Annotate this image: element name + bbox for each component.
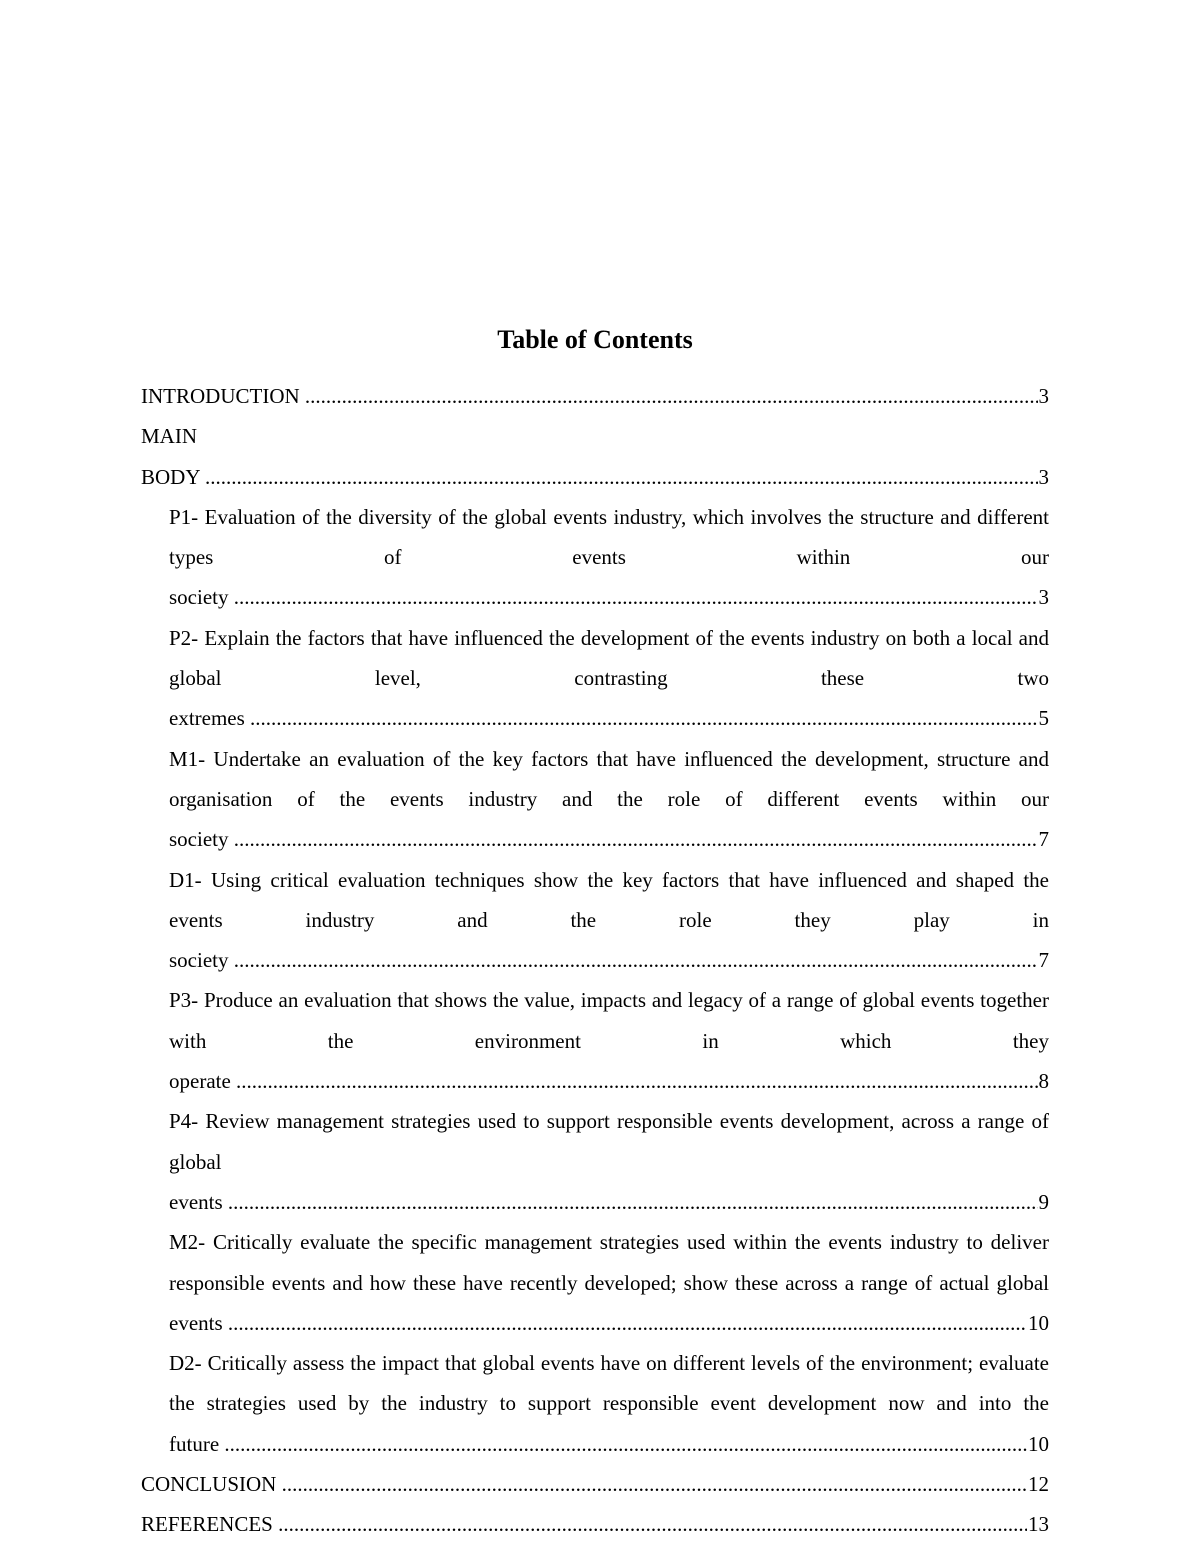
toc-page-number: 13 [1027, 1504, 1049, 1544]
toc-entry[interactable] [141, 980, 1049, 1101]
toc-entry-text: P4- Review management strategies used to support responsible events development, across a range of global events ..... [169, 1109, 1049, 1214]
toc-page-number: 9 [1038, 1182, 1050, 1222]
toc-list [141, 376, 1049, 1545]
toc-page-number: 8 [1038, 1061, 1050, 1101]
toc-entry[interactable] [141, 1464, 1049, 1504]
toc-page-number: 3 [1038, 457, 1050, 497]
toc-entry-text: P3- Produce an evaluation that shows the value, impacts and legacy of a range of global events together with the environment in which they operate ..... [169, 988, 1049, 1093]
toc-page-number: 10 [1027, 1303, 1049, 1343]
toc-entry[interactable] [141, 860, 1049, 981]
toc-page-number: 10 [1027, 1424, 1049, 1464]
toc-entry-text: P2- Explain the factors that have influenced the development of the events industry on both a local and global level, contrasting these two extremes ..... [169, 626, 1049, 731]
toc-page-number: 12 [1027, 1464, 1049, 1504]
toc-entry-text: D2- Critically assess the impact that global events have on different levels of the environment; evaluate the strategies used by the industry to support responsible event development now and into the future ..... [169, 1351, 1049, 1456]
toc-entry[interactable] [141, 1101, 1049, 1222]
toc-page-number: 3 [1038, 577, 1050, 617]
toc-entry-text: M1- Undertake an evaluation of the key factors that have influenced the development, structure and organisation of the events industry and the role of different events within our society ..... [169, 747, 1049, 852]
toc-entry-text: REFERENCES ..... [141, 1512, 1049, 1536]
toc-entry-text: D1- Using critical evaluation techniques show the key factors that have influenced and shaped the events industry and the role they play in society ..... [169, 868, 1049, 973]
toc-entry-text: M2- Critically evaluate the specific management strategies used within the events industry to deliver responsible events and how these have recently developed; show these across a range of actual global events ..... [169, 1230, 1049, 1335]
toc-entry-text: MAIN BODY ..... [141, 424, 1049, 488]
toc-entry[interactable] [141, 1504, 1049, 1544]
toc-page-number: 7 [1038, 819, 1050, 859]
toc-page-number: 7 [1038, 940, 1050, 980]
toc-entry[interactable] [141, 618, 1049, 739]
toc-entry-text: INTRODUCTION ..... [141, 384, 1049, 408]
toc-page-number: 5 [1038, 698, 1050, 738]
toc-page-number: 3 [1038, 376, 1050, 416]
toc-title: Table of Contents [497, 325, 693, 354]
toc-entry[interactable] [141, 1222, 1049, 1343]
toc-entry[interactable] [141, 497, 1049, 618]
toc-entry[interactable] [141, 1343, 1049, 1464]
toc-entry[interactable] [141, 376, 1049, 416]
toc-entry[interactable] [141, 416, 1049, 497]
toc-entry-text: CONCLUSION ..... [141, 1472, 1049, 1496]
toc-entry-text: P1- Evaluation of the diversity of the global events industry, which involves the structure and different types of events within our society ..... [169, 505, 1049, 610]
toc-entry[interactable] [141, 739, 1049, 860]
